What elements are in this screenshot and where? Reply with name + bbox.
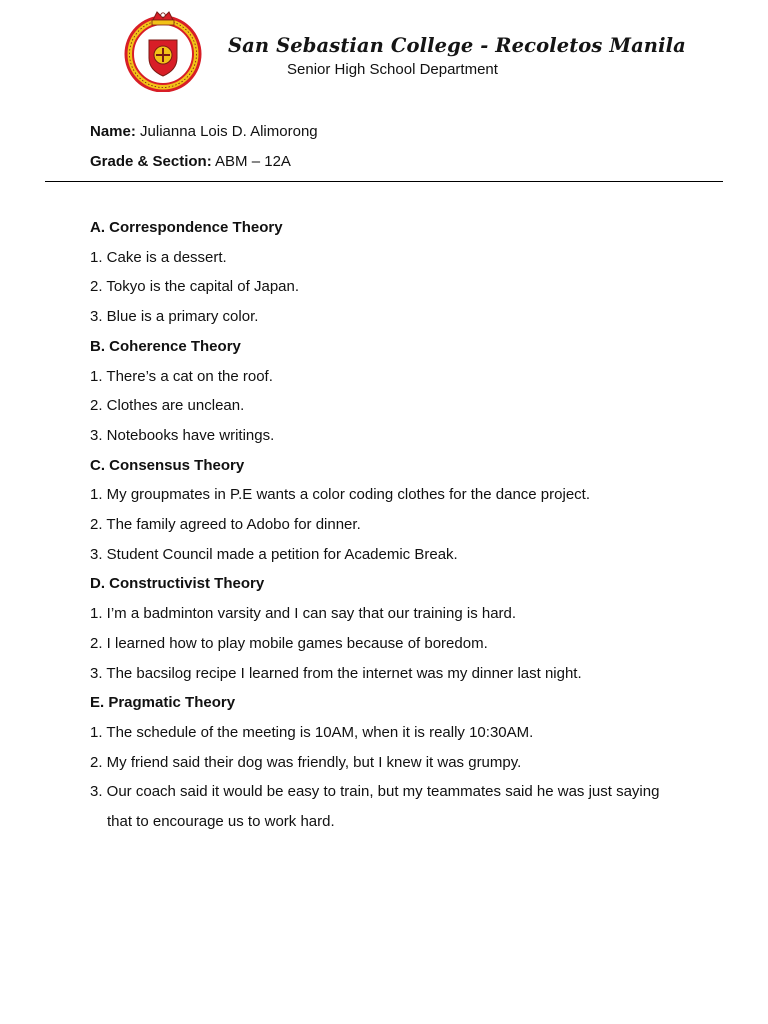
list-item: 1. There’s a cat on the roof. [90, 367, 273, 385]
grade-section-value: ABM – 12A [215, 153, 291, 170]
header-divider [45, 181, 723, 182]
list-item: 2. My friend said their dog was friendly, but I knew it was grumpy. [90, 753, 522, 771]
list-item: 1. I’m a badminton varsity and I can say that our training is hard. [90, 605, 517, 623]
student-name: Julianna Lois D. Alimorong [140, 123, 318, 140]
section-heading: C. Consensus Theory [90, 456, 245, 474]
name-label: Name: [90, 123, 136, 140]
list-item: 1. The schedule of the meeting is 10AM, when it is really 10:30AM. [90, 723, 534, 741]
list-item: 2. I learned how to play mobile games because of boredom. [90, 634, 488, 652]
school-seal-icon [119, 6, 207, 92]
school-seal-logo [119, 6, 207, 92]
list-item: 3. Notebooks have writings. [90, 426, 275, 444]
document-body [90, 213, 690, 837]
grade-section-line [90, 153, 291, 170]
list-item: 3. Student Council made a petition for Academic Break. [90, 545, 458, 563]
list-item: 3. Our coach said it would be easy to train, but my teammates said he was just saying that to encourage us to work hard. [90, 783, 660, 831]
department-name: Senior High School Department [287, 61, 498, 78]
section-heading: D. Constructivist Theory [90, 575, 265, 593]
list-item: 1. Cake is a dessert. [90, 248, 227, 266]
school-name: San Sebastian College - Recoletos Manila [228, 34, 686, 57]
section-heading: E. Pragmatic Theory [90, 694, 236, 712]
list-item: 1. My groupmates in P.E wants a color coding clothes for the dance project. [90, 486, 590, 504]
list-item: 2. The family agreed to Adobo for dinner. [90, 516, 361, 534]
student-name-line [90, 123, 318, 140]
list-item: 3. Blue is a primary color. [90, 308, 259, 326]
list-item: 2. Clothes are unclean. [90, 397, 245, 415]
section-heading: B. Coherence Theory [90, 337, 241, 355]
list-item: 3. The bacsilog recipe I learned from the internet was my dinner last night. [90, 664, 582, 682]
list-item: 2. Tokyo is the capital of Japan. [90, 278, 300, 296]
section-heading: A. Correspondence Theory [90, 219, 283, 236]
grade-section-label: Grade & Section: [90, 153, 212, 170]
